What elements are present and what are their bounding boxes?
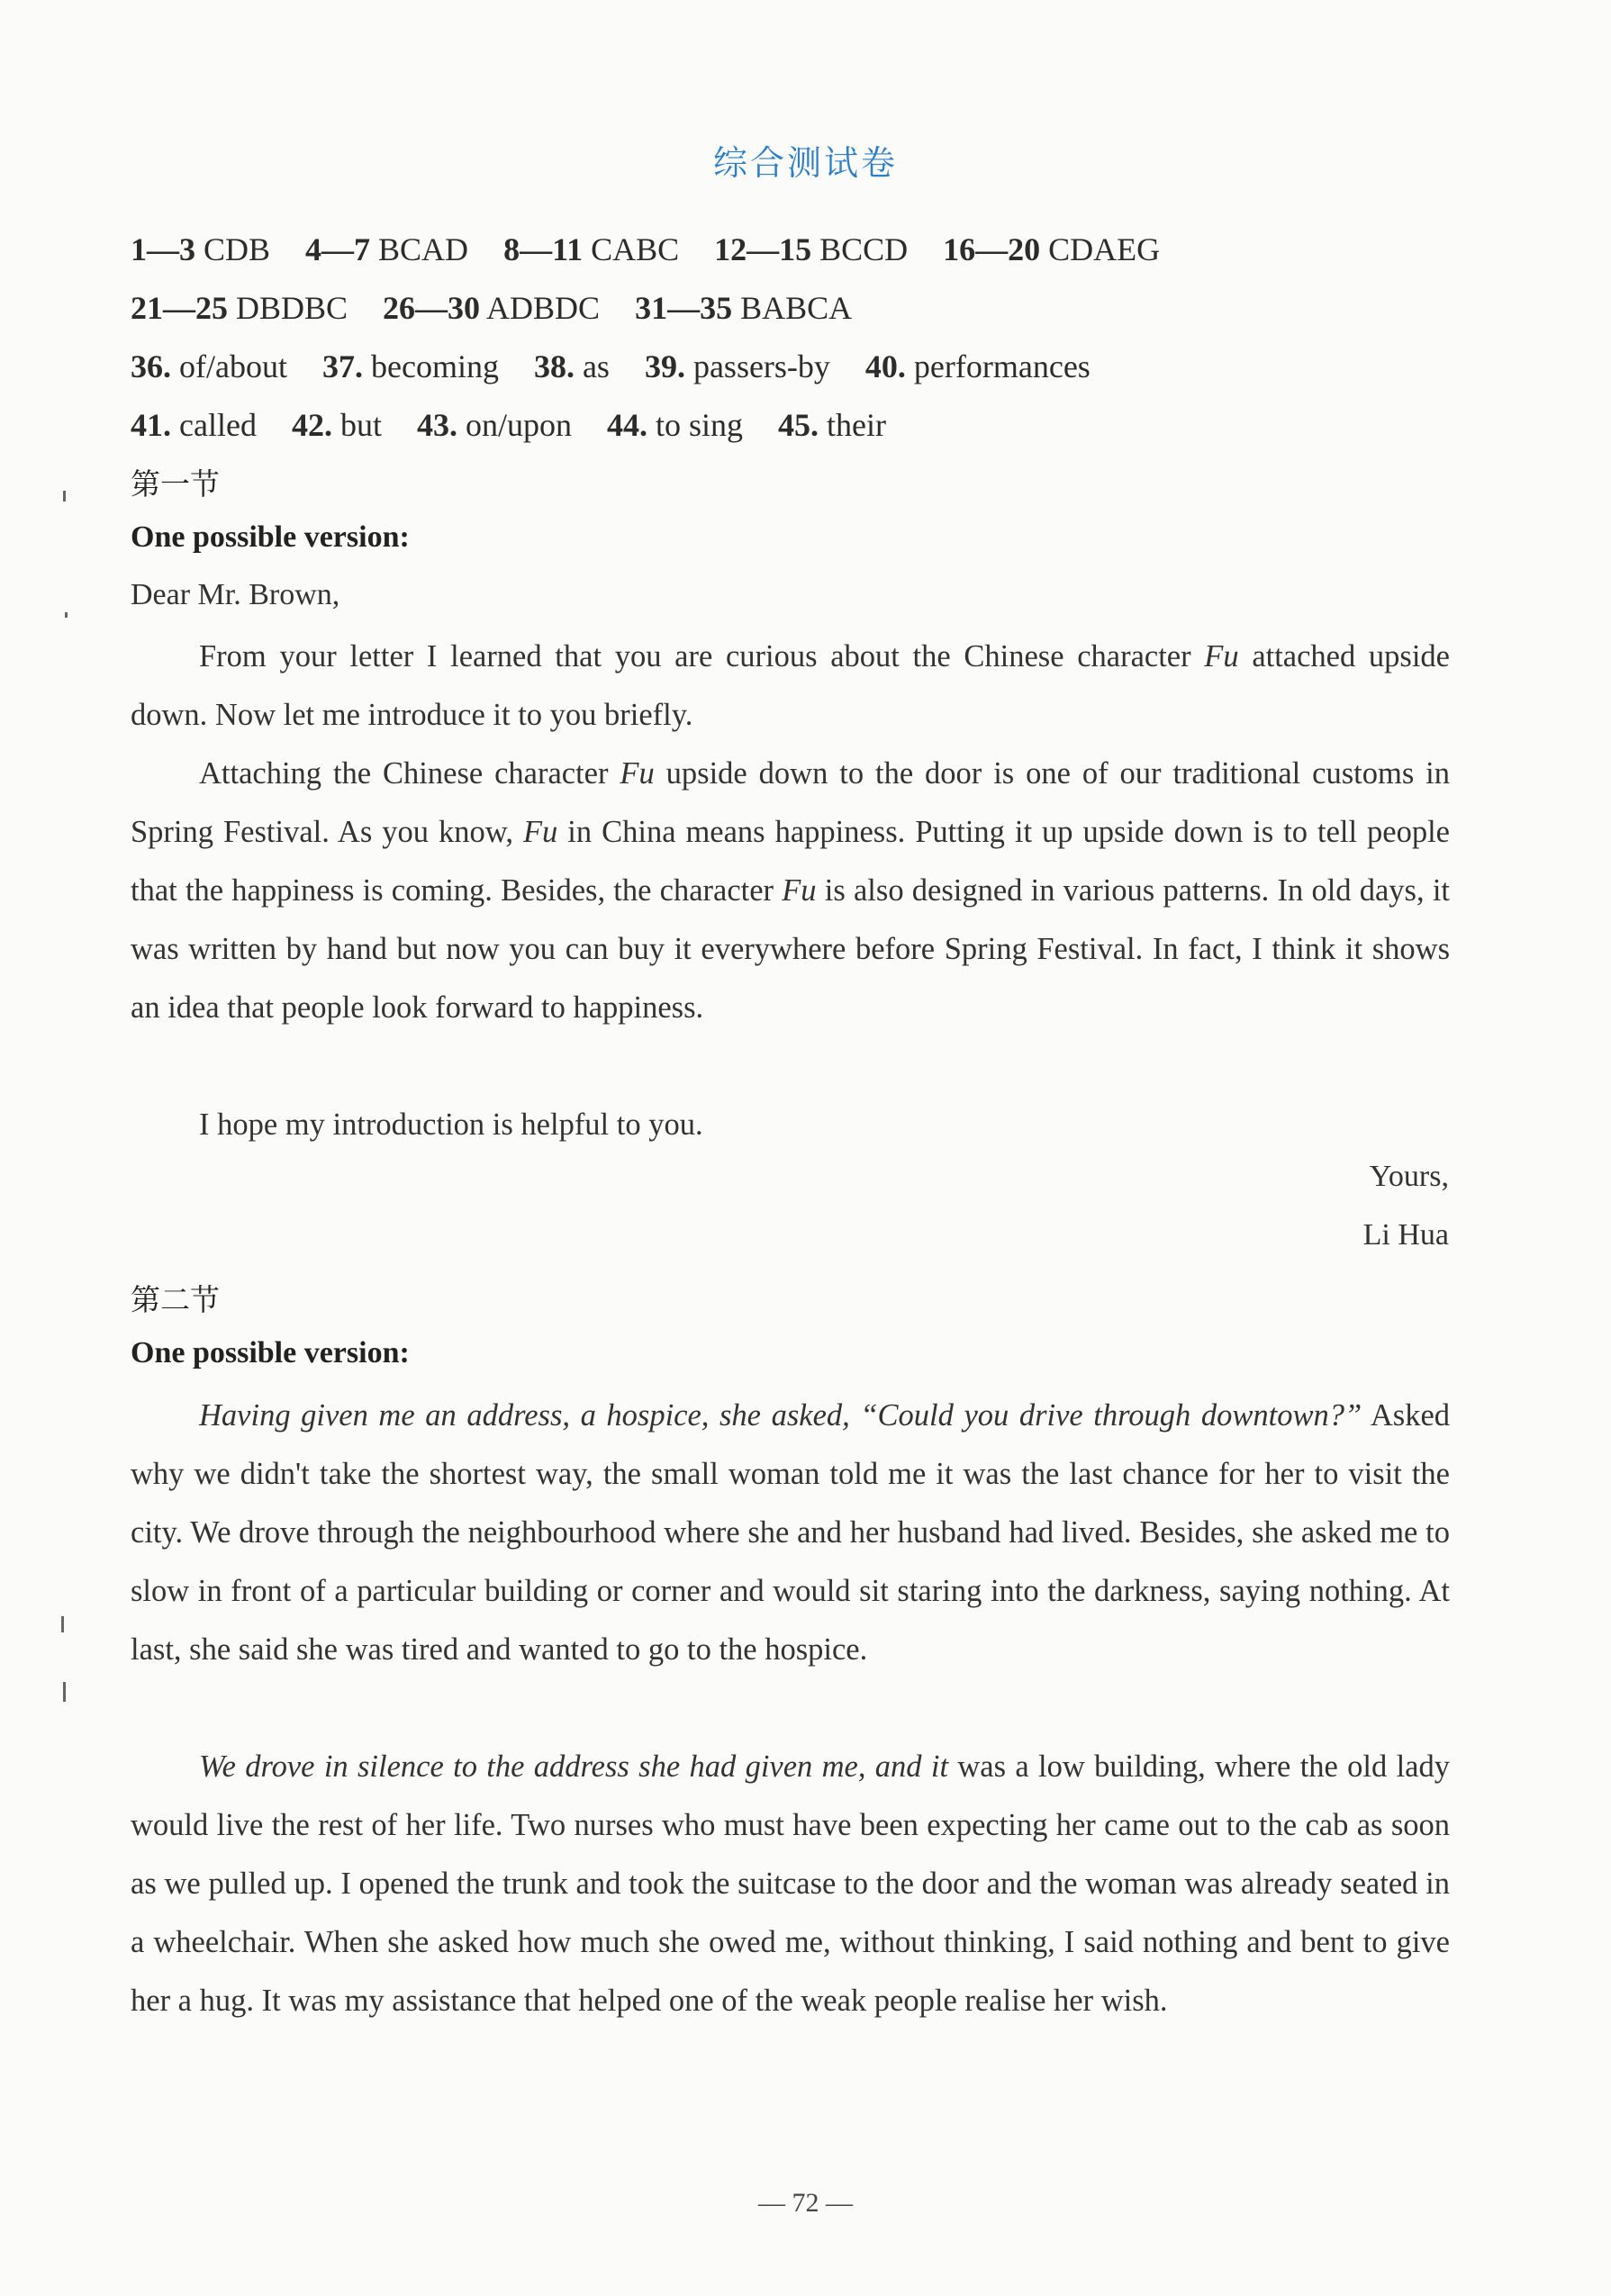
scan-mark — [65, 612, 68, 618]
letter-greeting: Dear Mr. Brown, — [131, 578, 340, 611]
answer-value: of/about — [179, 348, 287, 384]
text-run-italic: Fu — [522, 815, 558, 849]
answer-number: 45. — [778, 407, 819, 443]
text-run: Asked why we didn't take the shortest way, the small woman told me it was the last chance for her to visit the city. We drove through the neighbourhood where she and her husband had lived. Besides, she asked me to slow in front of a particular building or corner and would sit staring into the darkness, saying nothing. At last, she said she was tired and wanted to go to the hospice. — [131, 1398, 1451, 1667]
scan-mark — [63, 491, 66, 502]
answer-value: DBDBC — [236, 290, 348, 326]
answer-number: 31—35 — [635, 290, 733, 326]
text-run: From your letter I learned that you are curious about the Chinese character — [199, 639, 1205, 673]
page-title: 综合测试卷 — [712, 143, 898, 183]
text-run-italic: Fu — [782, 873, 817, 908]
answer-number: 37. — [321, 348, 363, 384]
answer-number: 44. — [606, 407, 647, 443]
story-paragraph-2 — [131, 1738, 1450, 2030]
answer-value: CABC — [591, 231, 680, 267]
text-run: Attaching the Chinese character — [199, 756, 620, 791]
answer-value: CDB — [204, 231, 271, 267]
letter-paragraph-1 — [131, 628, 1450, 745]
section-heading-1: 第一节 — [131, 466, 220, 502]
answer-number: 42. — [291, 407, 332, 443]
answer-value: becoming — [370, 348, 499, 384]
answer-key — [131, 221, 1160, 455]
text-run: upside down to the door is one of our traditional customs in Spring Festival. As you know, — [131, 756, 1450, 849]
answer-value: as — [582, 348, 610, 384]
answer-value: but — [339, 407, 382, 443]
scan-mark — [63, 1682, 66, 1702]
answer-value: BABCA — [740, 290, 853, 326]
answer-value: BCAD — [378, 231, 469, 267]
answer-number: 1—3 — [131, 231, 195, 267]
page-number: — 72 — — [758, 2188, 853, 2218]
answer-number: 39. — [644, 348, 685, 384]
section-heading-2: 第二节 — [131, 1282, 220, 1317]
letter-paragraph-2 — [131, 745, 1450, 1037]
text-run: is also designed in various patterns. In old days, it was written by hand but now you can buy it everywhere before Spring Festival. In fact, I think it shows an idea that people look forward to happiness. — [131, 873, 1450, 1025]
answer-value: passers-by — [692, 348, 830, 384]
answer-number: 16—20 — [943, 231, 1041, 267]
answer-number: 40. — [864, 348, 906, 384]
story-paragraph-1 — [131, 1387, 1450, 1679]
text-run: attached upside down. Now let me introduce it to you briefly. — [131, 639, 1450, 732]
answer-row-1 — [131, 221, 1160, 279]
answer-value: called — [179, 407, 257, 443]
answer-value: BCCD — [819, 231, 909, 267]
letter-paragraph-3: I hope my introduction is helpful to you. — [199, 1107, 703, 1142]
answer-row-4 — [131, 396, 1160, 455]
answer-number: 43. — [416, 407, 457, 443]
version-label-2: One possible version: — [131, 1336, 410, 1369]
text-run-italic: Fu — [1204, 639, 1239, 673]
version-label-1: One possible version: — [131, 520, 410, 554]
answer-number: 21—25 — [131, 290, 228, 326]
text-run-italic: Fu — [620, 756, 655, 791]
answer-value: to sing — [655, 407, 743, 443]
answer-row-2 — [131, 279, 1160, 338]
answer-number: 4—7 — [305, 231, 371, 267]
letter-signature: Li Hua — [1362, 1218, 1449, 1252]
text-run: was a low building, where the old lady would live the rest of her life. Two nurses who must have been expecting her came out to the cab as soon as we pulled up. I opened the trunk and took the suitcase to the door and the woman was already seated in a wheelchair. When she asked how much she owed me, without thinking, I said nothing and bent to give her a hug. It was my assistance that helped one of the weak people realise her wish. — [131, 1749, 1450, 2018]
answer-row-3 — [131, 338, 1160, 396]
answer-number: 8—11 — [503, 231, 584, 267]
text-run-italic: We drove in silence to the address she had given me, and it — [199, 1749, 949, 1784]
answer-number: 41. — [131, 407, 171, 443]
answer-value: performances — [913, 348, 1091, 384]
answer-value: CDAEG — [1048, 231, 1161, 267]
answer-value: their — [827, 407, 886, 443]
answer-number: 26—30 — [383, 290, 481, 326]
scan-mark — [61, 1616, 64, 1632]
answer-value: on/upon — [465, 407, 572, 443]
text-run: in China means happiness. Putting it up upside down is to tell people that the happiness is coming. Besides, the character — [131, 815, 1450, 908]
answer-number: 38. — [533, 348, 575, 384]
answer-number: 12—15 — [714, 231, 812, 267]
answer-number: 36. — [131, 348, 171, 384]
answer-value: ADBDC — [486, 290, 601, 326]
text-run-italic: Having given me an address, a hospice, she asked, “Could you drive through downtown?” — [199, 1398, 1362, 1433]
letter-closing: Yours, — [1369, 1160, 1449, 1193]
